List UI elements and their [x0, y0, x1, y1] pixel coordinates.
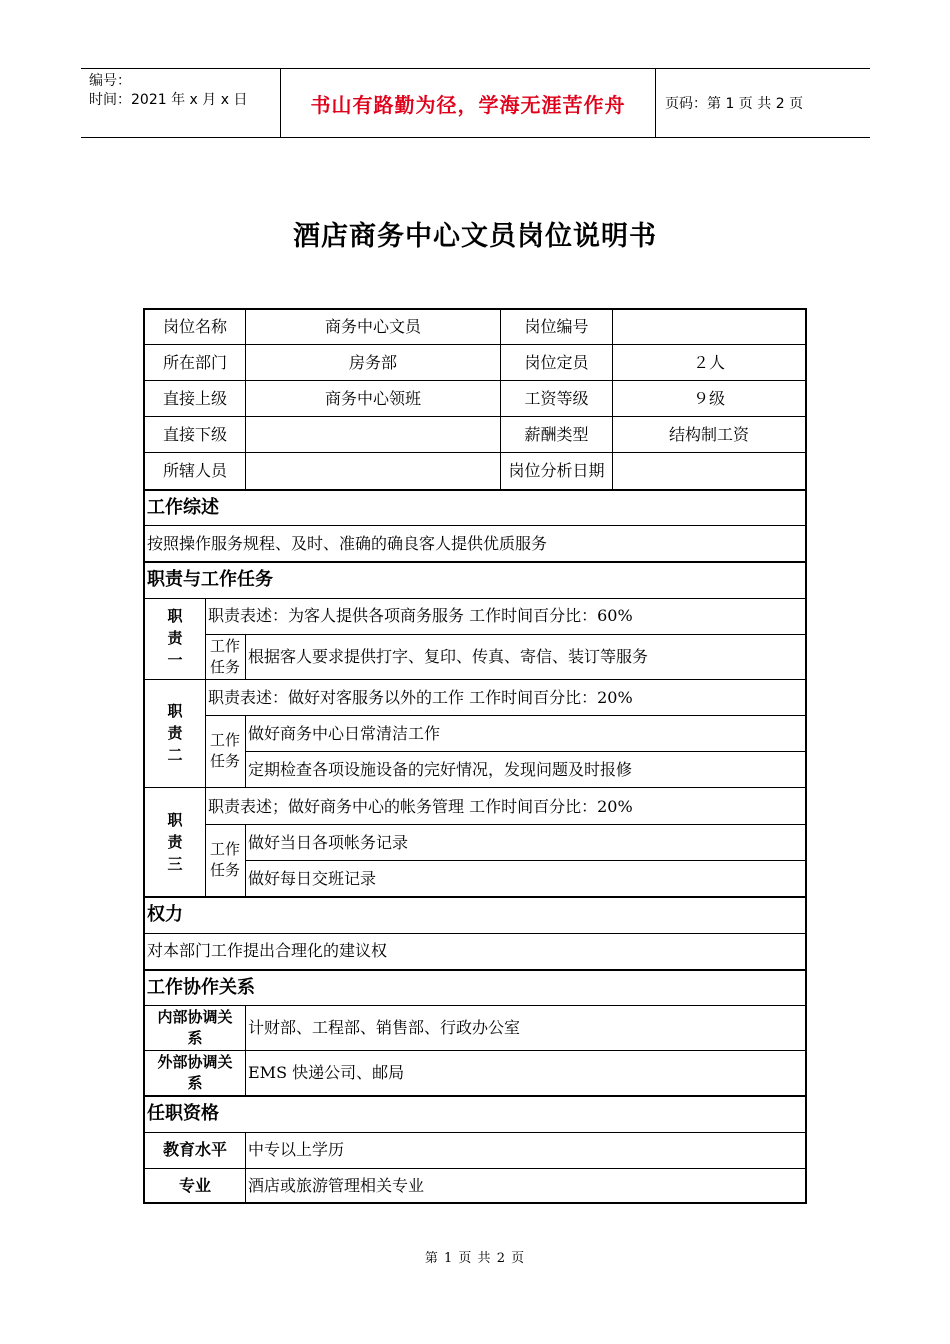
- education-label: 教育水平: [162, 1140, 227, 1159]
- header-time: 时间：2021 年 x 月 x 日: [89, 92, 248, 108]
- major-label: 专业: [178, 1176, 211, 1195]
- quota-value: ２人: [692, 353, 725, 372]
- duty-1-description: 职责表述：为客人提供各项商务服务 工作时间百分比：60%: [208, 606, 633, 625]
- summary-heading: 工作综述: [147, 497, 219, 518]
- duty-3-description: 职责表述；做好商务中心的帐务管理 工作时间百分比：20%: [208, 797, 633, 816]
- major-value: 酒店或旅游管理相关专业: [248, 1176, 425, 1195]
- page-header: [81, 68, 870, 138]
- internal-relations-value: 计财部、工程部、销售部、行政办公室: [248, 1018, 521, 1037]
- subordinate-label: 直接下级: [162, 425, 227, 444]
- header-meta: [81, 69, 281, 137]
- duty-3-task-2: 做好每日交班记录: [248, 869, 377, 888]
- duty-1-label: 职 责 一: [167, 607, 183, 669]
- duty-2-task-label: 工作 任务: [209, 731, 240, 770]
- header-motto: 书山有路勤为径，学海无涯苦作舟: [281, 69, 656, 137]
- job-no-label: 岗位编号: [524, 317, 589, 336]
- duty-1-task-1: 根据客人要求提供打字、复印、传真、寄信、装订等服务: [248, 647, 649, 666]
- qualifications-heading: 任职资格: [147, 1103, 219, 1124]
- pay-type-value: 结构制工资: [668, 425, 749, 444]
- duty-2-description: 职责表述：做好对客服务以外的工作 工作时间百分比：20%: [208, 688, 633, 707]
- education-value: 中专以上学历: [248, 1140, 345, 1159]
- summary-text: 按照操作服务规程、及时、准确的确良客人提供优质服务: [147, 534, 548, 553]
- external-relations-label: 外部协调关 系: [157, 1053, 233, 1092]
- header-number: 编号：: [89, 73, 131, 89]
- dept-label: 所在部门: [162, 353, 227, 372]
- grade-value: ９级: [692, 389, 725, 408]
- job-description-form: [143, 308, 807, 1204]
- authority-heading: 权力: [147, 904, 183, 925]
- relations-heading: 工作协作关系: [147, 977, 255, 998]
- job-name-label: 岗位名称: [162, 317, 227, 336]
- superior-label: 直接上级: [162, 389, 227, 408]
- job-name-value: 商务中心文员: [324, 317, 421, 336]
- grade-label: 工资等级: [524, 389, 589, 408]
- duty-2-task-2: 定期检查各项设施设备的完好情况，发现问题及时报修: [248, 760, 633, 779]
- superior-value: 商务中心领班: [324, 389, 421, 408]
- page-footer: 第 1 页 共 2 页: [424, 1251, 526, 1266]
- quota-label: 岗位定员: [524, 353, 589, 372]
- staff-label: 所辖人员: [162, 461, 227, 480]
- duty-3-label: 职 责 三: [167, 811, 183, 873]
- duty-2-task-1: 做好商务中心日常清洁工作: [248, 724, 441, 743]
- duty-1-task-label: 工作 任务: [209, 637, 240, 676]
- external-relations-value: EMS 快递公司、邮局: [248, 1063, 405, 1082]
- duties-heading: 职责与工作任务: [147, 569, 273, 590]
- duty-3-task-label: 工作 任务: [209, 840, 240, 879]
- internal-relations-label: 内部协调关 系: [157, 1008, 233, 1047]
- analysis-date-label: 岗位分析日期: [508, 461, 605, 480]
- authority-text: 对本部门工作提出合理化的建议权: [147, 941, 388, 960]
- header-page-number: 页码：第 1 页 共 2 页: [665, 96, 804, 112]
- dept-value: 房务部: [348, 353, 397, 372]
- duty-3-task-1: 做好当日各项帐务记录: [248, 833, 409, 852]
- document-title: 酒店商务中心文员岗位说明书: [293, 221, 657, 252]
- pay-type-label: 薪酬类型: [524, 425, 589, 444]
- duty-2-label: 职 责 二: [167, 702, 183, 764]
